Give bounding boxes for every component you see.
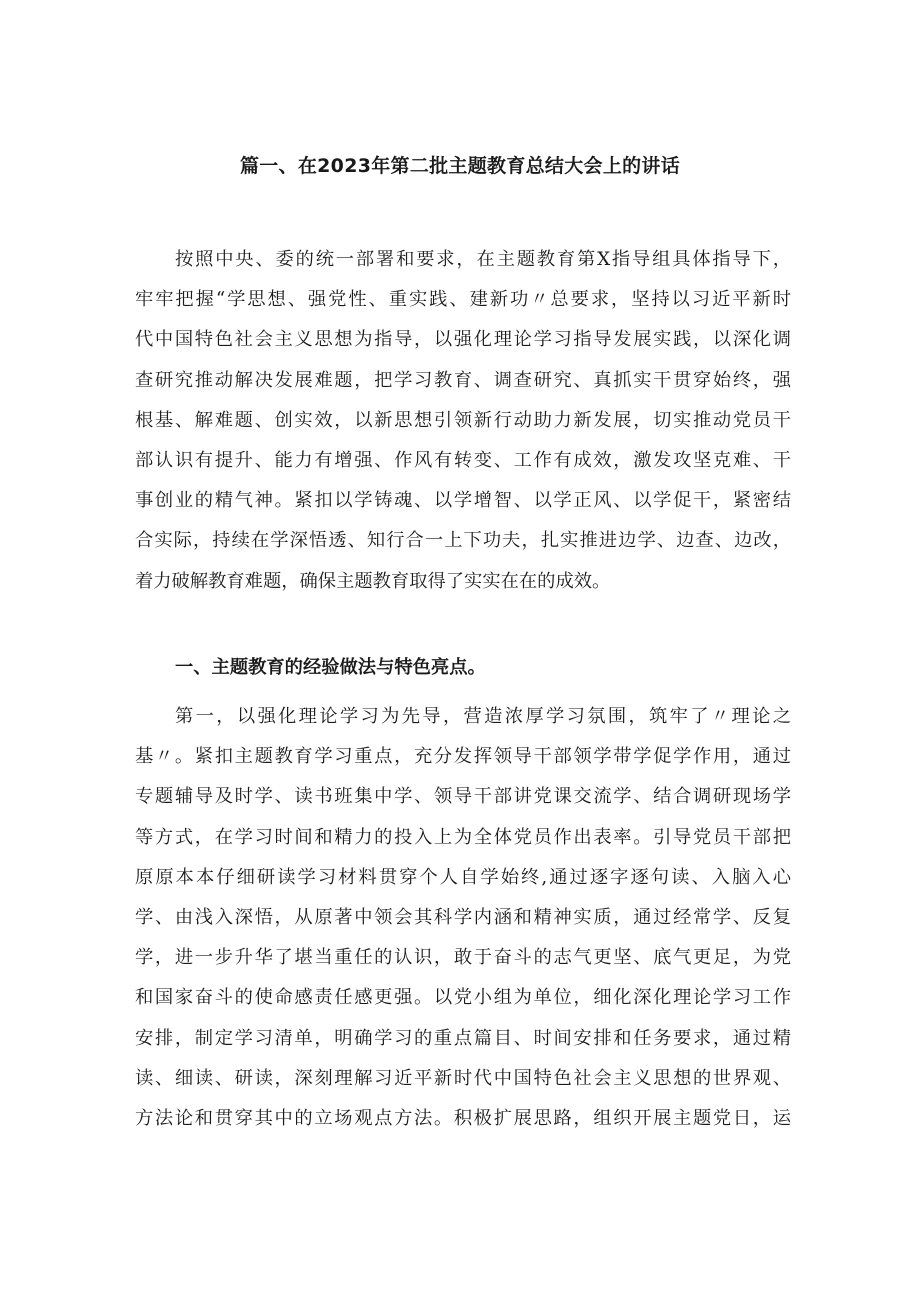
text-line: 和国家奋斗的使命感责任感更强。以党小组为单位，细化深化理论学习工作 <box>135 987 791 1009</box>
text-line: 合实际，持续在学深悟透、知行合一上下功夫，扎实推进边学、边查、边改， <box>135 530 791 552</box>
text-line: 第一，以强化理论学习为先导，营造浓厚学习氛围，筑牢了〃理论之 <box>175 706 791 727</box>
text-line: 学、由浅入深悟，从原著中领会其科学内涵和精神实质，通过经常学、反复 <box>135 906 791 928</box>
text-line: 读、细读、研读，深刻理解习近平新时代中国特色社会主义思想的世界观、 <box>135 1067 791 1089</box>
text-line: 专题辅导及时学、读书班集中学、领导干部讲党课交流学、结合调研现场学 <box>135 786 791 808</box>
text-line: 学，进一步升华了堪当重任的认识，敢于奋斗的志气更坚、底气更足，为党 <box>135 947 791 969</box>
text-line: 着力破解教育难题，确保主题教育取得了实实在在的成效。 <box>135 570 611 592</box>
text-line: 按照中央、委的统一部署和要求，在主题教育第X指导组具体指导下， <box>175 249 791 270</box>
text-line: 部认识有提升、能力有增强、作风有转变、工作有成效，激发攻坚克难、干 <box>135 449 791 471</box>
text-line: 等方式，在学习时间和精力的投入上为全体党员作出表率。引导党员干部把 <box>135 826 791 848</box>
text-line: 基〃。紧扣主题教育学习重点，充分发挥领导干部领学带学促学作用，通过 <box>135 746 791 768</box>
paragraph-intro <box>135 240 791 602</box>
text-line: 方法论和贯穿其中的立场观点方法。积极扩展思路，组织开展主题党日，运 <box>135 1107 791 1129</box>
section-heading: 一、主题教育的经验做法与特色亮点。 <box>175 657 486 678</box>
paragraph-first-point <box>135 697 791 1139</box>
text-line: 代中国特色社会主义思想为指导，以强化理论学习指导发展实践，以深化调 <box>135 329 791 351</box>
text-line: 原原本本仔细研读学习材料贯穿个人自学始终,通过逐字逐句读、入脑入心 <box>135 866 791 888</box>
text-line: 安排，制定学习清单，明确学习的重点篇目、时间安排和任务要求，通过精 <box>135 1027 791 1049</box>
text-line: 根基、解难题、创实效，以新思想引领新行动助力新发展，切实推动党员干 <box>135 409 791 431</box>
text-line: 事创业的精气神。紧扣以学铸魂、以学增智、以学正风、以学促干，紧密结 <box>135 490 791 512</box>
text-line: 查研究推动解决发展难题，把学习教育、调查研究、真抓实干贯穿始终，强 <box>135 369 791 391</box>
document-title: 篇一、在2023年第二批主题教育总结大会上的讲话 <box>239 155 681 177</box>
text-line: 牢牢把握“学思想、强党性、重实践、建新功〃总要求，坚持以习近平新时 <box>135 289 791 311</box>
